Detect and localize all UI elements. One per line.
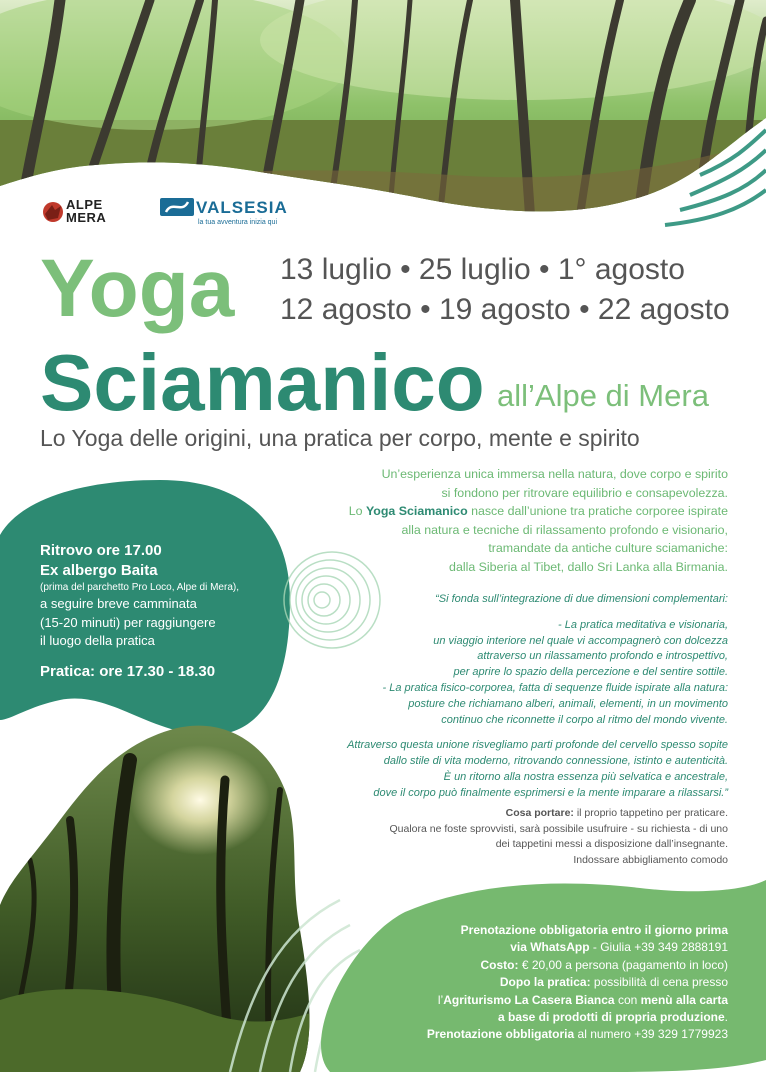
quote-line: - La pratica fisico-corporea, fatta di sequenze fluide ispirate alla natura: — [382, 681, 728, 694]
title-sciamanico: Sciamanico — [40, 338, 485, 427]
intro-line — [298, 502, 728, 521]
quote-line: È un ritorno alla nostra essenza più selvatica e ancestrale, — [443, 770, 728, 783]
quote-line: per aprire lo spazio della percezione e del sentire sottile. — [453, 666, 728, 679]
practice-quote — [298, 592, 728, 802]
practice-time: Pratica: ore 17.30 - 18.30 — [40, 662, 216, 680]
meeting-walk-line: il luogo della pratica — [40, 633, 155, 648]
quote-line: continuo che riconnette il corpo al ritmo del mondo vivente. — [441, 713, 728, 726]
booking-bold: a base di prodotti di propria produzione — [497, 1010, 725, 1025]
booking-bold: Dopo la pratica: — [499, 975, 591, 990]
dates-line-2: 12 agosto • 19 agosto • 22 agosto — [280, 293, 730, 326]
booking-bold: Prenotazione obbligatoria — [426, 1027, 575, 1042]
bring-line — [308, 806, 728, 822]
booking-bold: via WhatsApp — [510, 940, 590, 955]
quote-line: - La pratica meditativa e visionaria, — [558, 618, 728, 631]
intro-line: Un’esperienza unica immersa nella natura, dove corpo e spirito — [381, 467, 728, 481]
quote-line: dallo stile di vita moderno, ritrovando connessione, istinto e autenticità. — [383, 755, 728, 768]
booking-text: - Giulia +39 349 2888191 — [589, 940, 728, 955]
booking-text: € 20,00 a persona (pagamento in loco) — [518, 957, 728, 972]
subtitle: Lo Yoga delle origini, una pratica per corpo, mente e spirito — [40, 425, 640, 451]
quote-line: attraverso un rilassamento profondo e introspettivo, — [477, 650, 728, 663]
intro-line: alla natura e tecniche di rilassamento profondo e visionario, — [401, 522, 728, 537]
valsesia-name: VALSESIA — [196, 198, 288, 217]
booking-text: al numero +39 329 1779923 — [574, 1027, 728, 1042]
booking-line: Prenotazione obbligatoria entro il giorno prima — [460, 923, 728, 937]
meeting-time: Ritrovo ore 17.00 — [40, 542, 162, 559]
meeting-walk-line: a seguire breve camminata — [40, 596, 197, 611]
booking-text: l’ — [437, 992, 444, 1007]
quote-line: un viaggio interiore nel quale vi accompagnerò con dolcezza — [433, 634, 728, 647]
event-dates — [280, 250, 730, 330]
booking-bold: menù alla carta — [640, 992, 728, 1007]
what-to-bring — [308, 806, 728, 868]
intro-line: si fondono per ritrovare equilibrio e consapevolezza. — [441, 485, 728, 500]
forest-photo-bottom — [0, 720, 320, 1072]
intro-text: nasce dall’unione tra pratiche corporee ispirate — [467, 504, 728, 518]
bring-text: il proprio tappetino per praticare. — [573, 807, 728, 819]
meeting-note: (prima del parchetto Pro Loco, Alpe di Mera), — [40, 582, 239, 593]
booking-bold: Costo: — [480, 957, 519, 972]
bring-line: dei tappetini messi a disposizione dall’insegnante. — [495, 838, 728, 850]
alpe-mera-logo — [40, 198, 106, 224]
booking-line — [308, 939, 728, 956]
booking-text: . — [724, 1010, 728, 1025]
booking-line — [308, 1026, 728, 1043]
quote-line: dove il corpo può finalmente esprimersi e la mente imparare a rilassarsi.” — [373, 786, 728, 799]
bring-label: Cosa portare: — [505, 807, 574, 819]
dates-line-1: 13 luglio • 25 luglio • 1° agosto — [280, 253, 685, 286]
bring-line: Indossare abbigliamento comodo — [573, 853, 728, 866]
title-yoga: Yoga — [40, 243, 235, 334]
forest-photo-top — [0, 0, 766, 230]
booking-info — [308, 922, 728, 1044]
quote-closing — [298, 738, 728, 801]
quote-line: posture che richiamano alberi, animali, elementi, in un movimento — [408, 697, 728, 710]
quote-line: Attraverso questa unione risvegliamo parti profonde del cervello spesso sopite — [347, 739, 728, 752]
meeting-walk-line: (15-20 minuti) per raggiungere — [40, 614, 216, 630]
booking-line — [308, 974, 728, 991]
intro-line: tramandate da antiche culture sciamaniche: — [488, 541, 728, 555]
intro-paragraph — [298, 465, 728, 576]
intro-line: dalla Siberia al Tibet, dallo Sri Lanka alla Birmania. — [449, 559, 728, 574]
booking-text: possibilità di cena presso — [590, 975, 728, 990]
intro-text: Lo — [348, 504, 366, 518]
quote-meditative — [298, 618, 728, 729]
meeting-place: Ex albergo Baita — [40, 562, 158, 579]
booking-bold: Agriturismo La Casera Bianca — [443, 992, 615, 1007]
booking-line — [308, 1009, 728, 1026]
alpe-logo-line1: ALPE — [66, 197, 103, 212]
meeting-info — [40, 541, 285, 681]
booking-line — [308, 992, 728, 1009]
intro-highlight: Yoga Sciamanico — [365, 504, 468, 518]
alpe-logo-line2: MERA — [66, 210, 107, 225]
title-location-suffix: all’Alpe di Mera — [497, 378, 709, 413]
valsesia-logo — [160, 198, 288, 226]
booking-line — [308, 957, 728, 974]
quote-opening: “Si fonda sull’integrazione di due dimensioni complementari: — [435, 593, 728, 605]
booking-text: con — [614, 992, 641, 1007]
bring-line: Qualora ne foste sprovvisti, sarà possibile usufruire - su richiesta - di uno — [389, 822, 728, 835]
valsesia-tagline: la tua avventura inizia qui — [198, 219, 277, 226]
